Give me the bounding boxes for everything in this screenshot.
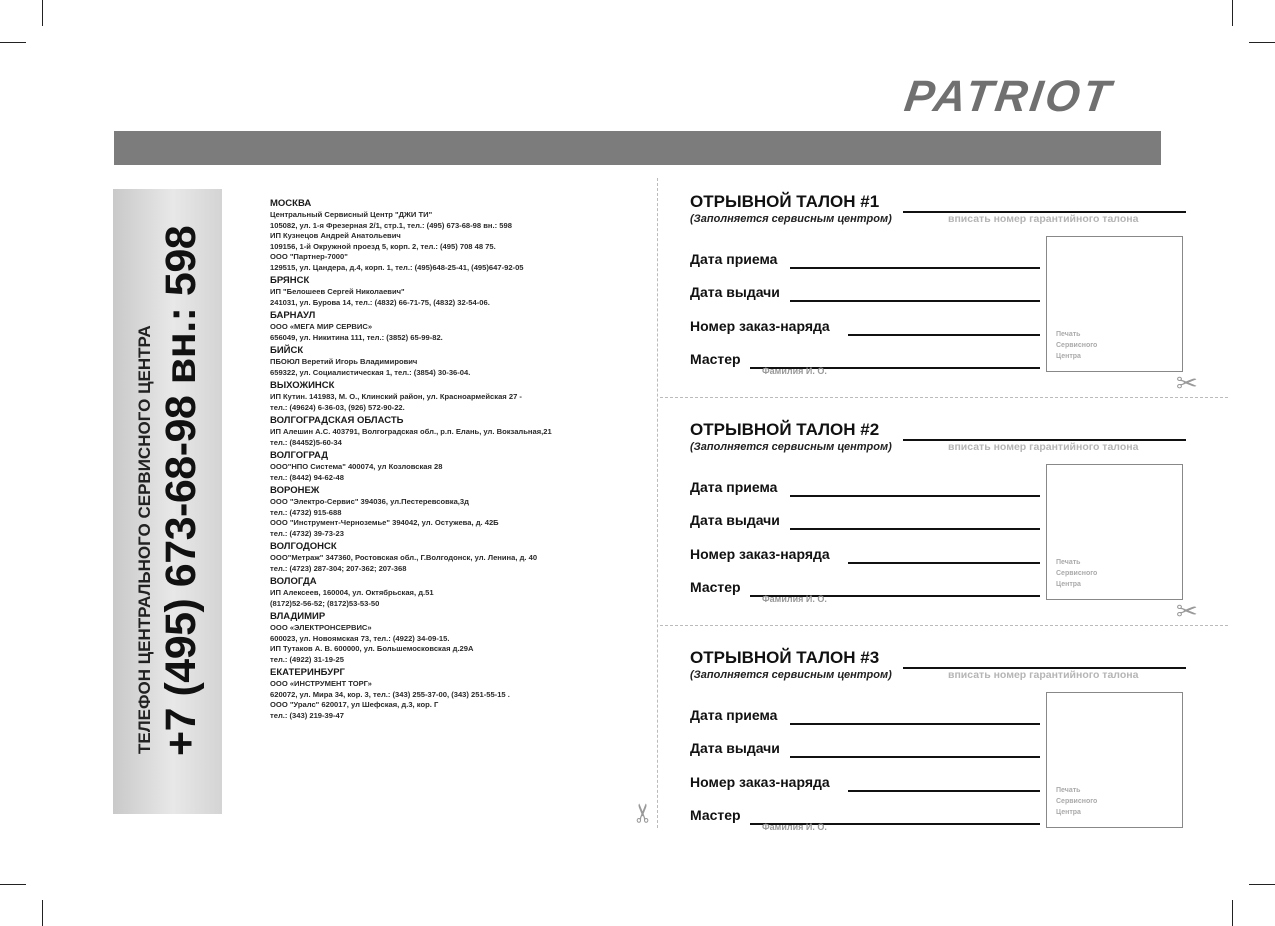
address-line: 241031, ул. Бурова 14, тел.: (4832) 66-71-75, (4832) 32-54-06. [270, 297, 490, 307]
ticket-fio-caption: Фамилия И. О. [762, 822, 827, 832]
ticket-number-hint: вписать номер гарантийного талона [948, 213, 1139, 225]
ticket-field-row [690, 703, 1042, 725]
address-line: ИП Тутаков А. В. 600000, ул. Большемосковская д.29А [270, 644, 474, 653]
stamp-caption-line: Печать [1056, 787, 1081, 794]
stamp-caption [1056, 557, 1097, 590]
crop-mark [1249, 884, 1275, 885]
crop-mark [0, 884, 26, 885]
address-line: 600023, ул. Новоямская 73, тел.: (4922) 34-09-15. [270, 633, 450, 643]
city-heading: МОСКВА [270, 198, 312, 209]
city-heading: БРЯНСК [270, 275, 310, 286]
scissors-icon: ✂ [1176, 596, 1198, 626]
city-heading: ВОЛОГДА [270, 576, 317, 587]
address-line: тел.: (84452)5-60-34 [270, 437, 342, 447]
phone-band-content [113, 189, 222, 814]
stamp-caption [1056, 329, 1097, 362]
ticket-field-line[interactable] [790, 756, 1040, 758]
stamp-caption-line: Печать [1056, 559, 1081, 566]
crop-mark [1232, 0, 1233, 26]
ticket-field-label: Мастер [690, 579, 741, 595]
tear-off-ticket [690, 648, 1190, 858]
stamp-caption-line: Сервисного [1056, 342, 1098, 349]
ticket-field-label: Дата приема [690, 479, 778, 495]
ticket-subtitle: (Заполняется сервисным центром) [690, 213, 892, 225]
address-line: ИП Кутин. 141983, М. О., Клинский район, ул. Красноармейская 27 - [270, 392, 522, 401]
address-line: тел.: (4922) 31-19-25 [270, 654, 344, 664]
address-line: ООО «МЕГА МИР СЕРВИС» [270, 322, 373, 331]
stamp-box [1046, 464, 1183, 600]
ticket-field-row [690, 542, 1042, 564]
ticket-subtitle: (Заполняется сервисным центром) [690, 669, 892, 681]
scissors-icon: ✂ [627, 802, 658, 824]
phone-caption: ТЕЛЕФОН ЦЕНТРАЛЬНОГО СЕРВИСНОГО ЦЕНТРА [135, 325, 154, 754]
ticket-field-line[interactable] [848, 790, 1040, 792]
city-heading: БАРНАУЛ [270, 310, 316, 321]
ticket-number-hint: вписать номер гарантийного талона [948, 441, 1139, 453]
scissors-icon: ✂ [1176, 368, 1198, 398]
city-heading: ВОЛГОГРАД [270, 450, 328, 461]
city-heading: ВОЛГОГРАДСКАЯ ОБЛАСТЬ [270, 415, 404, 426]
ticket-field-label: Номер заказ-наряда [690, 774, 830, 790]
ticket-field-row [690, 280, 1042, 302]
address-line: ИП Алешин А.С. 403791, Волгоградская обл., р.п. Елань, ул. Вокзальная,21 [270, 427, 552, 436]
address-line: тел.: (4732) 39-73-23 [270, 528, 344, 538]
ticket-field-line[interactable] [790, 723, 1040, 725]
city-heading: ВЛАДИМИР [270, 611, 326, 622]
ticket-field-row [690, 803, 1042, 825]
address-line: Центральный Сервисный Центр "ДЖИ ТИ" [270, 210, 433, 219]
ticket-fio-caption: Фамилия И. О. [762, 366, 827, 376]
address-line: тел.: (8442) 94-62-48 [270, 472, 344, 482]
ticket-subtitle: (Заполняется сервисным центром) [690, 441, 892, 453]
address-line: ИП Алексеев, 160004, ул. Октябрьская, д.51 [270, 588, 434, 597]
address-line: тел.: (343) 219-39-47 [270, 710, 344, 720]
crop-mark [42, 900, 43, 926]
address-line: ООО"Метраж" 347360, Ростовская обл., Г.Волгодонск, ул. Ленина, д. 40 [270, 553, 538, 562]
address-line: 620072, ул. Мира 34, кор. 3, тел.: (343) 255-37-00, (343) 251-55-15 . [270, 689, 510, 699]
ticket-field-row [690, 475, 1042, 497]
ticket-field-label: Номер заказ-наряда [690, 318, 830, 334]
crop-mark [1232, 900, 1233, 926]
address-line: ООО"НПО Система" 400074, ул Козловская 28 [270, 462, 443, 471]
stamp-caption-line: Сервисного [1056, 798, 1098, 805]
address-line: 659322, ул. Социалистическая 1, тел.: (3854) 30-36-04. [270, 367, 471, 377]
ticket-field-label: Дата приема [690, 251, 778, 267]
city-heading: ВЫХОЖИНСК [270, 380, 335, 391]
address-line: ООО "Уралс" 620017, ул Шефская, д.3, кор. Г [270, 700, 439, 709]
ticket-field-row [690, 314, 1042, 336]
ticket-field-row [690, 770, 1042, 792]
address-line: ООО "Инструмент-Черноземье" 394042, ул. Остужева, д. 42Б [270, 518, 499, 527]
ticket-field-label: Дата приема [690, 707, 778, 723]
address-line: ИП Кузнецов Андрей Анатольевич [270, 231, 401, 240]
ticket-field-row [690, 247, 1042, 269]
ticket-field-line[interactable] [790, 495, 1040, 497]
ticket-fio-caption: Фамилия И. О. [762, 594, 827, 604]
service-address-list [270, 196, 655, 721]
ticket-field-row [690, 575, 1042, 597]
ticket-title: ОТРЫВНОЙ ТАЛОН #1 [690, 192, 880, 211]
address-line: 129515, ул. Цандера, д.4, корп. 1, тел.: (495)648-25-41, (495)647-92-05 [270, 262, 524, 272]
city-heading: ВОЛГОДОНСК [270, 541, 337, 552]
address-line: ООО "Партнер-7000" [270, 252, 348, 261]
ticket-field-label: Дата выдачи [690, 512, 780, 528]
ticket-field-row [690, 736, 1042, 758]
ticket-field-line[interactable] [790, 300, 1040, 302]
ticket-field-line[interactable] [848, 562, 1040, 564]
tear-off-ticket [690, 192, 1190, 402]
address-line: тел.: (4732) 915-688 [270, 507, 342, 517]
phone-number: +7 (495) 673-68-98 вн.: 598 [157, 225, 205, 756]
address-line: 656049, ул. Никитина 111, тел.: (3852) 65-99-82. [270, 332, 443, 342]
stamp-caption-line: Центра [1056, 581, 1081, 588]
ticket-number-hint: вписать номер гарантийного талона [948, 669, 1139, 681]
address-line: ООО «ЭЛЕКТРОНСЕРВИС» [270, 623, 372, 632]
stamp-box [1046, 236, 1183, 372]
ticket-field-label: Дата выдачи [690, 284, 780, 300]
address-line: (8172)52-56-52; (8172)53-53-50 [270, 598, 380, 608]
address-line: ПБОЮЛ Веретий Игорь Владимирович [270, 357, 418, 366]
city-heading: БИЙСК [270, 345, 304, 356]
ticket-field-label: Дата выдачи [690, 740, 780, 756]
crop-mark [1249, 42, 1275, 43]
stamp-caption-line: Печать [1056, 331, 1081, 338]
stamp-caption-line: Сервисного [1056, 570, 1098, 577]
address-line: ООО «ИНСТРУМЕНТ ТОРГ» [270, 679, 372, 688]
header-bar [114, 131, 1161, 165]
stamp-caption [1056, 785, 1097, 818]
ticket-title: ОТРЫВНОЙ ТАЛОН #3 [690, 648, 880, 667]
ticket-title: ОТРЫВНОЙ ТАЛОН #2 [690, 420, 880, 439]
address-line: 109156, 1-й Окружной проезд 5, корп. 2, тел.: (495) 708 48 75. [270, 241, 496, 251]
address-line: 105082, ул. 1-я Фрезерная 2/1, стр.1, тел.: (495) 673-68-98 вн.: 598 [270, 220, 512, 230]
stamp-box [1046, 692, 1183, 828]
ticket-field-row [690, 347, 1042, 369]
address-line: тел.: (49624) 6-36-03, (926) 572-90-22. [270, 402, 405, 412]
service-phone-band [113, 189, 222, 814]
city-heading: ЕКАТЕРИНБУРГ [270, 667, 345, 678]
ticket-field-label: Мастер [690, 351, 741, 367]
ticket-field-line[interactable] [790, 528, 1040, 530]
patriot-logo: PATRIOT [901, 72, 1117, 121]
ticket-field-row [690, 508, 1042, 530]
ticket-field-line[interactable] [790, 267, 1040, 269]
ticket-field-label: Мастер [690, 807, 741, 823]
city-heading: ВОРОНЕЖ [270, 485, 320, 496]
address-line: ООО "Электро-Сервис" 394036, ул.Пестеревсовка,3д [270, 497, 469, 506]
address-line: тел.: (4723) 287-304; 207-362; 207-368 [270, 563, 407, 573]
ticket-field-line[interactable] [848, 334, 1040, 336]
address-line: ИП "Белошеев Сергей Николаевич" [270, 287, 405, 296]
stamp-caption-line: Центра [1056, 809, 1081, 816]
crop-mark [42, 0, 43, 26]
cut-line-vertical [657, 178, 658, 828]
tear-off-ticket [690, 420, 1190, 630]
crop-mark [0, 42, 26, 43]
stamp-caption-line: Центра [1056, 353, 1081, 360]
ticket-field-label: Номер заказ-наряда [690, 546, 830, 562]
